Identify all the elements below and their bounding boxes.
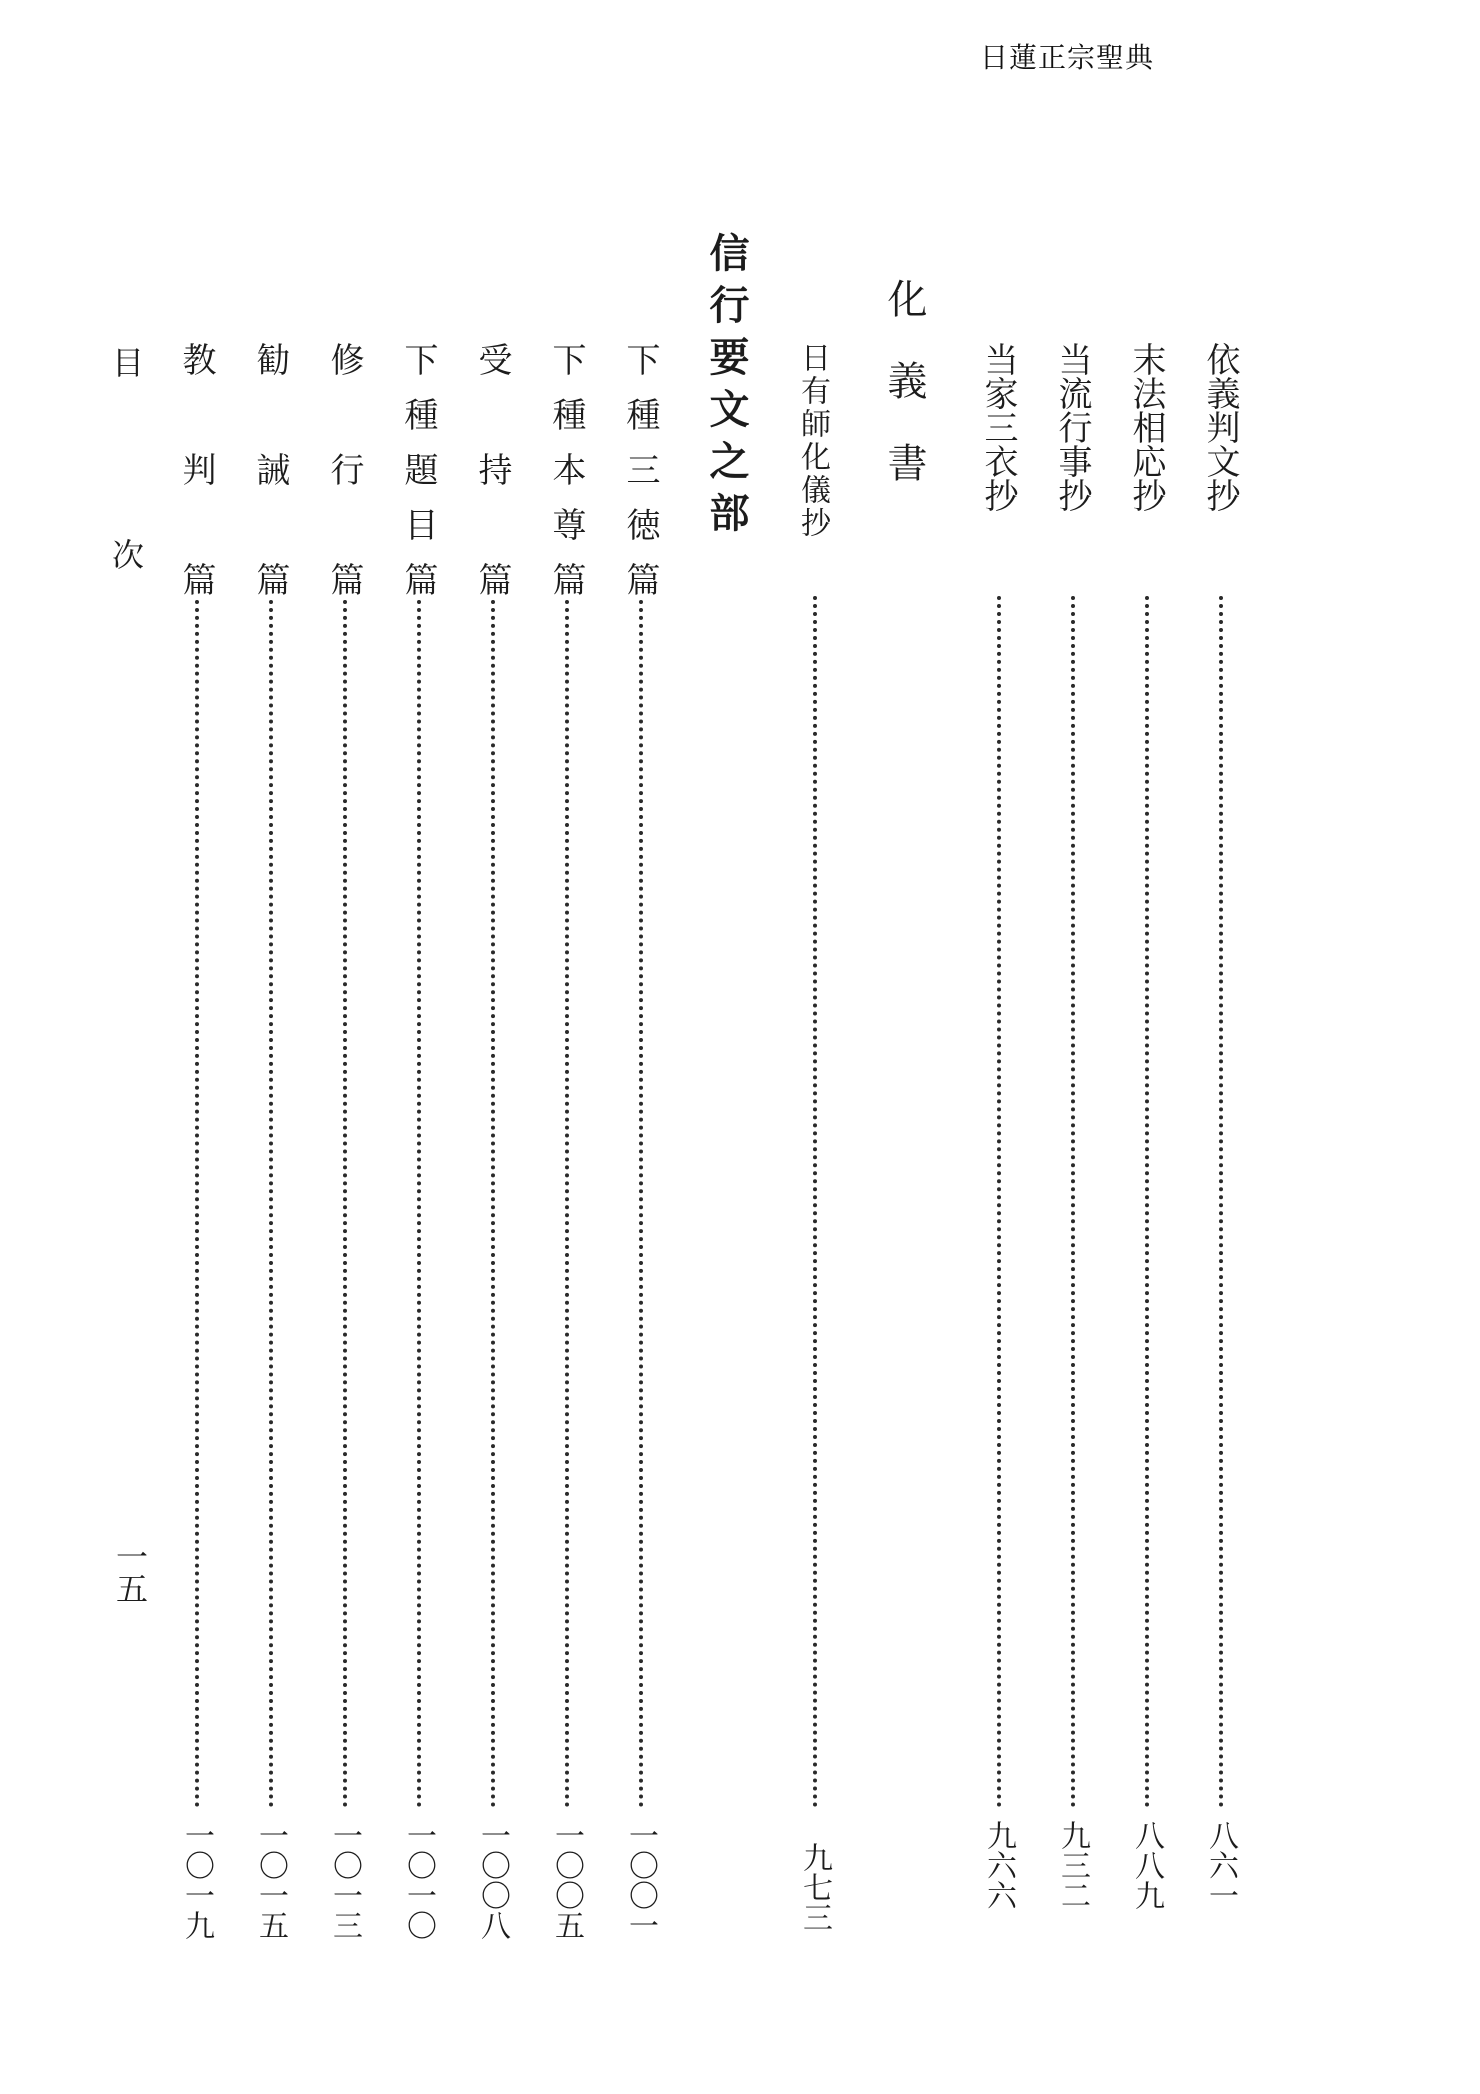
toc-entry-title: 受持篇 xyxy=(472,342,512,672)
running-section-label: 目次 xyxy=(107,346,145,730)
toc-entry-title: 依義判文抄 xyxy=(1200,342,1240,512)
toc-entry-title: 下種本尊篇 xyxy=(546,342,586,617)
dot-leader xyxy=(1145,596,1149,1808)
dot-leader xyxy=(491,600,495,1808)
toc-entry-title: 日有師化儀抄 xyxy=(795,342,830,540)
toc-entry[interactable] xyxy=(1124,342,1168,1910)
toc-entry[interactable] xyxy=(976,342,1020,1910)
toc-entry[interactable] xyxy=(618,342,662,1940)
dot-leader xyxy=(997,596,1001,1808)
toc-entry[interactable] xyxy=(322,342,366,1940)
dot-leader xyxy=(195,600,199,1808)
toc-entry[interactable] xyxy=(470,342,514,1940)
toc-entry-title: 下種題目篇 xyxy=(398,342,438,617)
toc-entry-page: 八六一 xyxy=(1203,1820,1238,1910)
toc-entry-page: 九六六 xyxy=(981,1820,1016,1910)
section-heading: 信行要文之部 xyxy=(703,232,750,544)
toc-entry[interactable] xyxy=(1050,342,1094,1910)
dot-leader xyxy=(813,596,817,1808)
toc-entry-page: 九三二 xyxy=(1055,1820,1090,1910)
toc-entry-page: 一〇一三 xyxy=(327,1820,362,1940)
toc-entry[interactable] xyxy=(396,342,440,1940)
dot-leader xyxy=(1071,596,1075,1808)
toc-entry-page: 一〇一五 xyxy=(253,1820,288,1940)
toc-entry-title: 末法相応抄 xyxy=(1126,342,1166,512)
toc-entry-page: 一〇〇一 xyxy=(623,1820,658,1940)
toc-entry[interactable] xyxy=(174,342,218,1940)
dot-leader xyxy=(565,600,569,1808)
dot-leader xyxy=(269,600,273,1808)
toc-entry[interactable] xyxy=(544,342,588,1940)
toc-entry-title: 修行篇 xyxy=(324,342,364,672)
toc-entry-title: 下種三徳篇 xyxy=(620,342,660,617)
toc-entry[interactable] xyxy=(248,342,292,1940)
toc-entry-page: 一〇一九 xyxy=(179,1820,214,1940)
toc-entry-page: 一〇〇五 xyxy=(549,1820,584,1940)
toc-entry[interactable] xyxy=(1198,342,1242,1910)
dot-leader xyxy=(639,600,643,1808)
toc-entry-page: 八八九 xyxy=(1129,1820,1164,1910)
dot-leader xyxy=(417,600,421,1808)
book-title-header: 日蓮正宗聖典 xyxy=(980,41,1155,74)
toc-entry-title: 当流行事抄 xyxy=(1052,342,1092,512)
toc-entry[interactable] xyxy=(792,342,836,1932)
toc-entry-title: 教判篇 xyxy=(176,342,216,672)
dot-leader xyxy=(1219,596,1223,1808)
section-heading: 化義書 xyxy=(881,278,927,524)
toc-entry-title: 当家三衣抄 xyxy=(978,342,1018,512)
dot-leader xyxy=(343,600,347,1808)
toc-entry-page: 九七三 xyxy=(797,1842,832,1932)
page-number: 一五 xyxy=(111,1540,149,1604)
toc-entry-page: 一〇〇八 xyxy=(475,1820,510,1940)
toc-entry-page: 一〇一〇 xyxy=(401,1820,436,1940)
toc-entry-title: 勧誡篇 xyxy=(250,342,290,672)
